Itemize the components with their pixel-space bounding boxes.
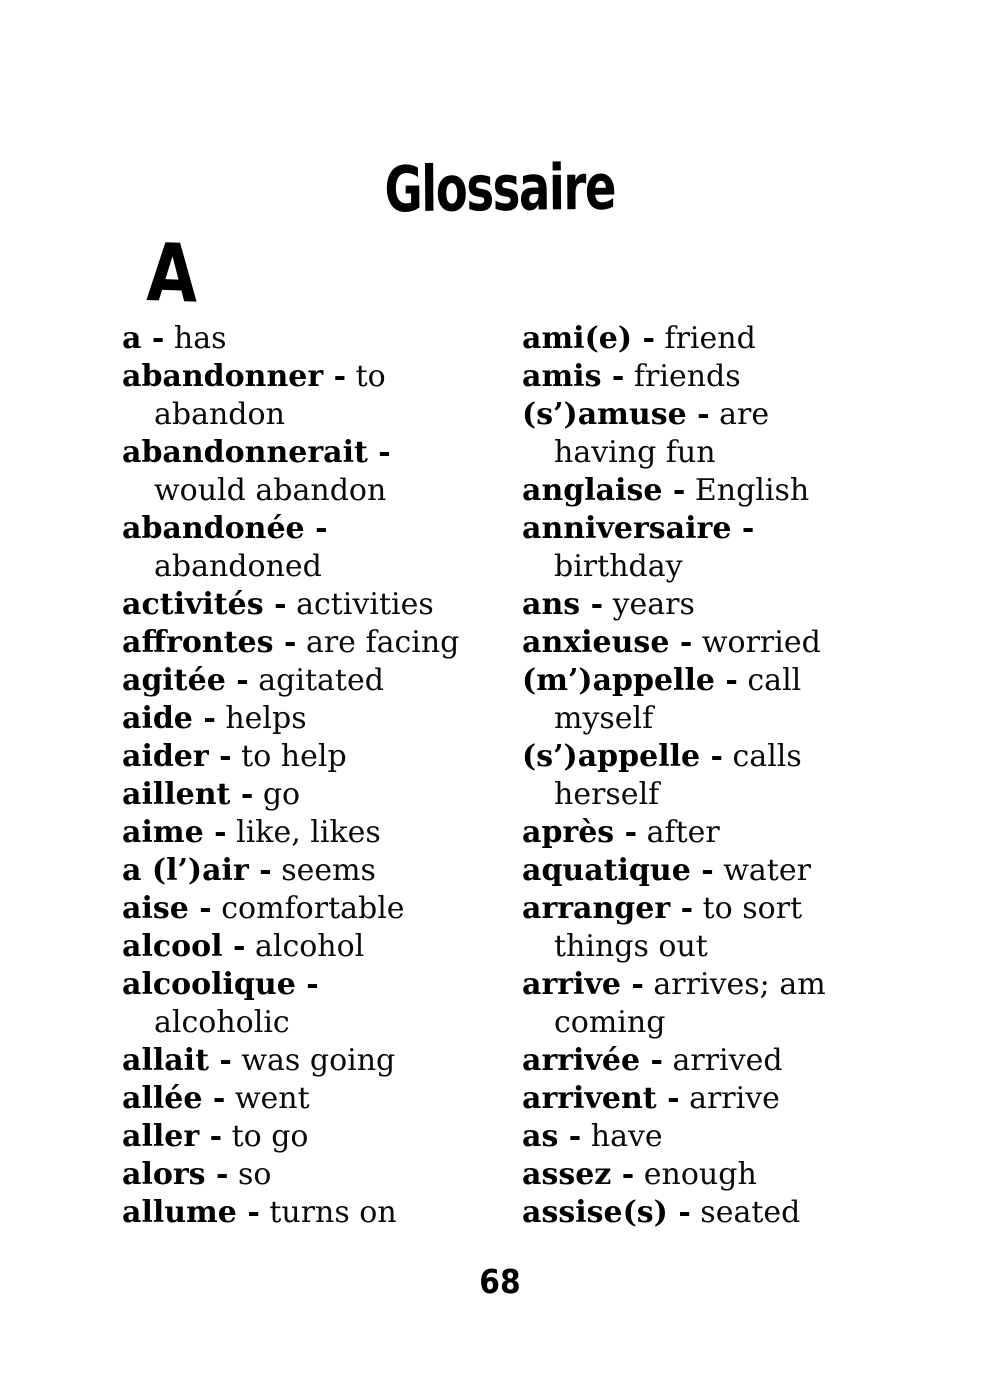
glossary-entry-continuation-line [122, 472, 522, 510]
glossary-entry-line [122, 890, 522, 928]
glossary-definition: are facing [296, 625, 460, 660]
glossary-term: arrivent - [522, 1081, 680, 1116]
glossary-entry-line [122, 776, 522, 814]
glossary-column-right [522, 320, 922, 1232]
glossary-term: aide - [122, 701, 216, 736]
glossary-term: aquatique - [522, 853, 714, 888]
glossary-entry-line [122, 738, 522, 776]
glossary-entry-line [122, 1042, 522, 1080]
glossary-definition: go [253, 777, 301, 812]
glossary-term: arrivée - [522, 1043, 663, 1078]
glossary-entry-line [522, 586, 922, 624]
glossary-entry-line [122, 852, 522, 890]
glossary-entry-continuation-line [522, 928, 922, 966]
glossary-definition: was going [231, 1043, 396, 1078]
glossary-term: abandonnerait - [122, 435, 391, 470]
glossary-definition: so [228, 1157, 272, 1192]
glossary-term: arranger - [522, 891, 694, 926]
glossary-entry-line [522, 1156, 922, 1194]
glossary-definition: have [581, 1119, 663, 1154]
glossary-term: ami(e) - [522, 321, 655, 356]
glossary-entry-line [522, 358, 922, 396]
glossary-entry-line [122, 624, 522, 662]
glossary-term: a - [122, 321, 165, 356]
glossary-term: aime - [122, 815, 227, 850]
glossary-definition: like, likes [226, 815, 381, 850]
glossary-term: allée - [122, 1081, 226, 1116]
glossary-definition: went [225, 1081, 310, 1116]
glossary-definition: arrives; am [643, 967, 826, 1002]
glossary-definition: friend [654, 321, 756, 356]
title-row [0, 150, 1000, 227]
glossary-definition: coming [554, 1005, 666, 1040]
glossary-definition: birthday [554, 549, 683, 584]
glossary-term: affrontes - [122, 625, 297, 660]
glossary-definition: after [637, 815, 720, 850]
glossary-definition: seated [690, 1195, 801, 1230]
glossary-definition: abandoned [154, 549, 322, 584]
glossary-entry-line [522, 1118, 922, 1156]
glossary-entry-line [522, 320, 922, 358]
glossary-definition: to go [222, 1119, 309, 1154]
glossary-term: as - [522, 1119, 582, 1154]
glossary-column-left [122, 320, 522, 1232]
glossary-term: assise(s) - [522, 1195, 691, 1230]
glossary-term: (s’)appelle - [522, 739, 723, 774]
glossary-term: amis - [522, 359, 625, 394]
glossary-term: anxieuse - [522, 625, 693, 660]
glossary-columns [0, 320, 1000, 1232]
glossary-definition: arrived [662, 1043, 783, 1078]
glossary-term: alors - [122, 1157, 229, 1192]
glossary-entry-line [522, 738, 922, 776]
glossary-definition: arrive [679, 1081, 780, 1116]
glossary-definition: having fun [554, 435, 716, 470]
glossary-entry-line [122, 1118, 522, 1156]
glossary-definition: calls [722, 739, 802, 774]
glossary-term: aillent - [122, 777, 254, 812]
glossary-entry-continuation-line [522, 776, 922, 814]
glossary-definition: activities [286, 587, 434, 622]
glossary-definition: agitated [248, 663, 384, 698]
glossary-term: arrive - [522, 967, 644, 1002]
section-letter-row [145, 226, 1000, 321]
glossary-definition: comfortable [211, 891, 405, 926]
glossary-entry-continuation-line [522, 434, 922, 472]
glossary-definition: turns on [259, 1195, 397, 1230]
glossary-term: assez - [522, 1157, 635, 1192]
glossary-entry-continuation-line [522, 1004, 922, 1042]
glossary-definition: alcohol [245, 929, 365, 964]
glossary-term: aider - [122, 739, 232, 774]
glossary-entry-line [122, 586, 522, 624]
glossary-definition: enough [634, 1157, 757, 1192]
glossary-definition: myself [554, 701, 654, 736]
glossary-entry-line [122, 510, 522, 548]
glossary-entry-line [522, 1080, 922, 1118]
glossary-entry-continuation-line [122, 1004, 522, 1042]
glossary-term: abandonée - [122, 511, 328, 546]
glossary-definition: abandon [154, 397, 285, 432]
glossary-entry-line [122, 928, 522, 966]
glossary-definition: to help [231, 739, 347, 774]
glossary-entry-line [522, 966, 922, 1004]
glossary-definition: helps [215, 701, 307, 736]
glossary-definition: alcoholic [154, 1005, 290, 1040]
page-number: 68 [479, 1262, 521, 1301]
glossary-definition: seems [271, 853, 376, 888]
glossary-term: après - [522, 815, 638, 850]
glossary-entry-line [522, 852, 922, 890]
glossary-term: alcool - [122, 929, 246, 964]
glossary-definition: are [709, 397, 770, 432]
glossary-term: abandonner - [122, 359, 347, 394]
glossary-entry-line [122, 1194, 522, 1232]
glossary-term: activités - [122, 587, 287, 622]
glossary-term: a (l’)air - [122, 853, 272, 888]
glossary-definition: friends [624, 359, 741, 394]
glossary-entry-continuation-line [122, 396, 522, 434]
glossary-term: aise - [122, 891, 212, 926]
glossary-entry-line [122, 966, 522, 1004]
glossary-term: allume - [122, 1195, 260, 1230]
glossary-definition: call [737, 663, 802, 698]
glossary-term: alcoolique - [122, 967, 319, 1002]
glossary-term: anniversaire - [522, 511, 755, 546]
glossary-entry-continuation-line [522, 700, 922, 738]
glossary-entry-line [522, 1042, 922, 1080]
glossary-definition: has [164, 321, 227, 356]
glossary-definition: would abandon [154, 473, 387, 508]
glossary-entry-line [122, 662, 522, 700]
glossary-entry-line [522, 510, 922, 548]
glossary-definition: years [603, 587, 695, 622]
glossary-entry-line [522, 1194, 922, 1232]
glossary-definition: herself [554, 777, 660, 812]
section-letter: A [145, 226, 199, 321]
glossary-entry-line [522, 662, 922, 700]
glossary-definition: things out [554, 929, 708, 964]
glossary-term: aller - [122, 1119, 223, 1154]
glossary-definition: to [346, 359, 386, 394]
glossary-entry-line [522, 624, 922, 662]
glossary-definition: English [685, 473, 810, 508]
glossary-entry-line [122, 700, 522, 738]
glossary-entry-line [122, 358, 522, 396]
page-title: Glossaire [384, 150, 616, 227]
glossary-entry-line [122, 434, 522, 472]
glossary-definition: worried [692, 625, 821, 660]
glossary-entry-line [122, 1080, 522, 1118]
glossary-entry-line [522, 472, 922, 510]
glossary-term: (s’)amuse - [522, 397, 710, 432]
glossary-entry-continuation-line [122, 548, 522, 586]
glossary-definition: water [713, 853, 811, 888]
glossary-entry-line [122, 814, 522, 852]
glossary-entry-line [522, 396, 922, 434]
glossary-term: allait - [122, 1043, 232, 1078]
glossary-term: (m’)appelle - [522, 663, 738, 698]
glossary-entry-line [122, 320, 522, 358]
glossary-term: anglaise - [522, 473, 686, 508]
glossary-definition: to sort [693, 891, 803, 926]
glossary-entry-continuation-line [522, 548, 922, 586]
glossary-term: agitée - [122, 663, 249, 698]
glossary-entry-line [522, 814, 922, 852]
glossary-entry-line [522, 890, 922, 928]
glossary-entry-line [122, 1156, 522, 1194]
page-number-row [0, 1262, 1000, 1301]
glossary-term: ans - [522, 587, 604, 622]
